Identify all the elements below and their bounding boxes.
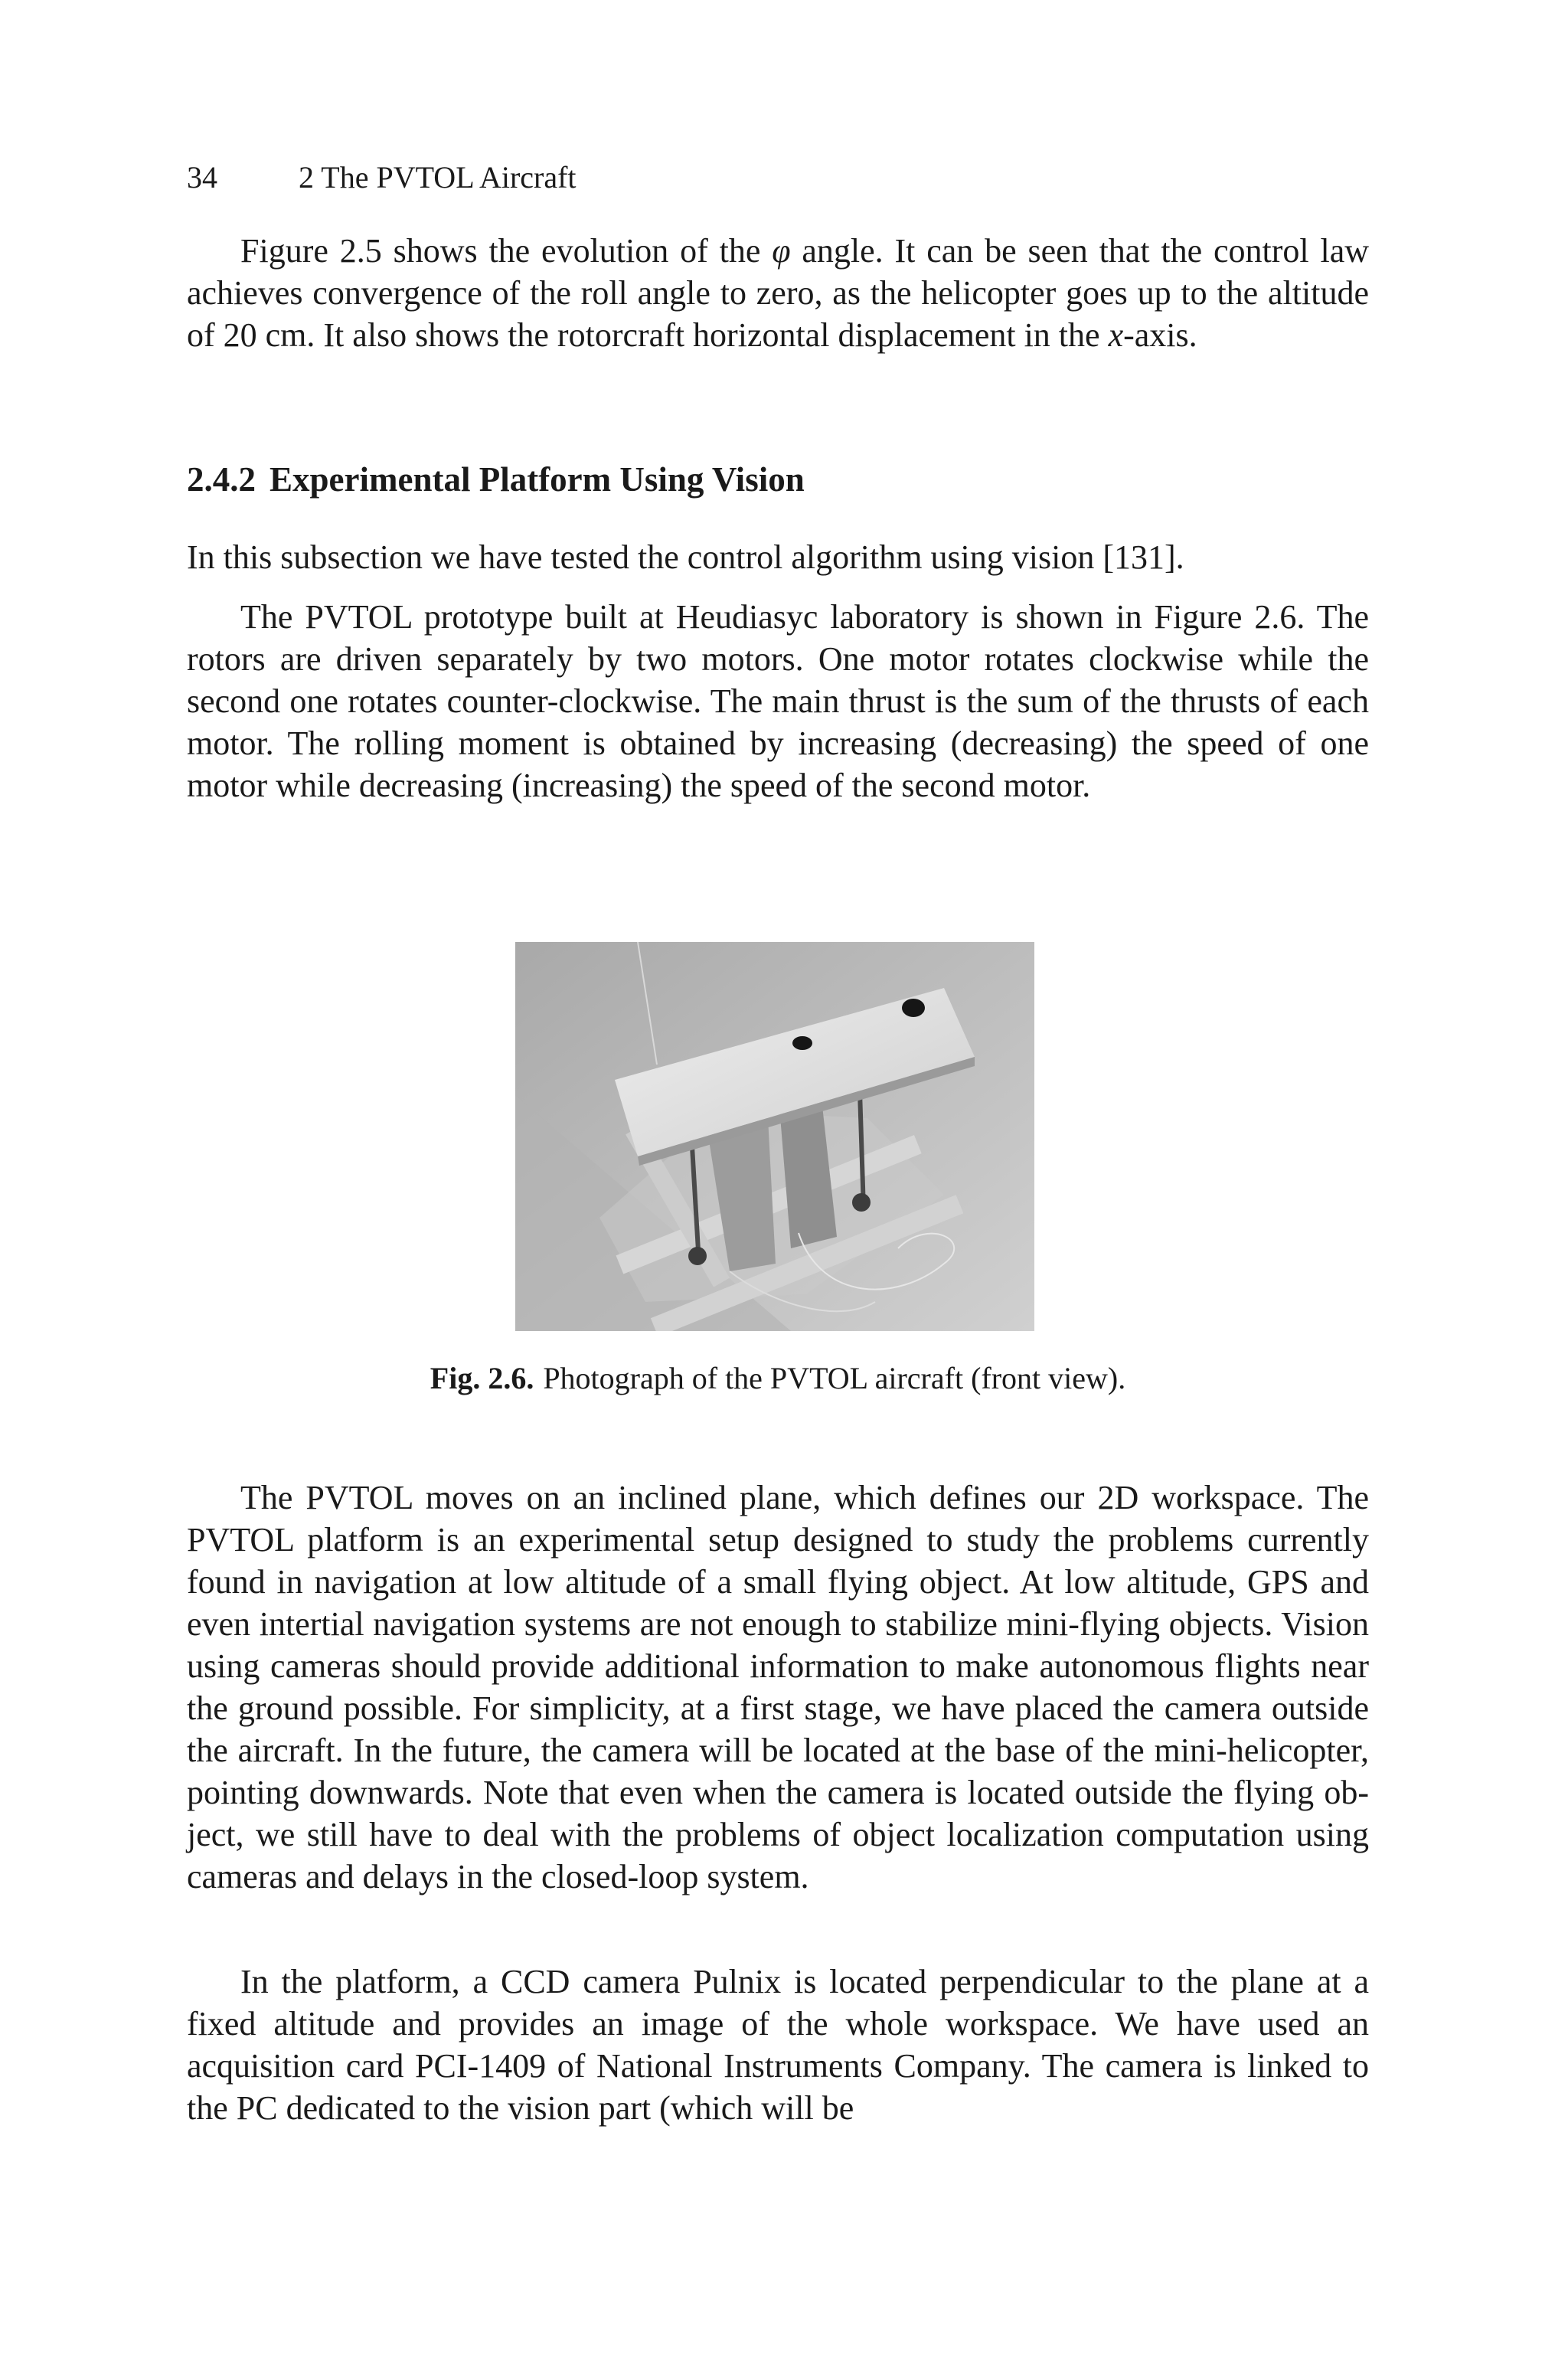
phi-symbol: φ xyxy=(772,232,791,270)
figure-caption-text: Photograph of the PVTOL aircraft (front view). xyxy=(543,1361,1126,1395)
paragraph-prototype: The PVTOL prototype built at Heudiasyc laboratory is shown in Figure 2.6. The rotors are driven separately by two motors. One motor rotates clockwise while the second one rotates counter-clockwise. The main thrust is the sum of the thrusts of each motor. The rolling moment is obtained by increasing (decreasing) the speed of one motor while decreasing (increasing) the speed of the second motor. xyxy=(187,598,1369,804)
running-head xyxy=(187,156,577,199)
x-symbol: x xyxy=(1108,316,1124,354)
section-title: Experimental Platform Using Vision xyxy=(270,460,805,499)
section-number: 2.4.2 xyxy=(187,460,256,499)
figure-label: Fig. 2.6. xyxy=(430,1361,534,1395)
figure-caption xyxy=(187,1357,1369,1400)
paragraph-text: Figure 2.5 shows the evolution of the xyxy=(240,232,773,270)
paragraph-figure-2-5 xyxy=(187,230,1369,356)
section-heading xyxy=(187,456,805,502)
paragraph-text: -axis. xyxy=(1123,316,1197,354)
page-number: 34 xyxy=(187,160,217,195)
paragraph-text: angle. It can be seen that the control law achieves convergence of the roll angle to zero, as the helicopter goes up to the altitude of 20 cm. It also shows the rotorcraft horizontal displacement in the xyxy=(187,232,1369,354)
paragraph-subsection-intro: In this subsection we have tested the control algorithm using vision [131]. xyxy=(187,538,1184,576)
pvtol-photograph xyxy=(515,942,1034,1331)
paragraph-inclined-plane: The PVTOL moves on an inclined plane, which defines our 2D workspace. The PVTOL platform is an experimental setup designed to study the problems currently found in navigation at low altitude of a small flying object. At low altitude, GPS and even intertial navigation systems are not enough to stabilize mini-flying objects. Vision using cameras should provide additional information to make autonomous flights near the ground possible. For simplicity, at a first stage, we have placed the camera outside the aircraft. In the future, the camera will be located at the base of the mini-helicopter, pointing downwards. Note that even when the camera is located outside the flying object, we still have to deal with the problems of object localization computation using cameras and delays in the closed-loop system. xyxy=(187,1479,1369,1895)
chapter-title: 2 The PVTOL Aircraft xyxy=(299,160,577,195)
paragraph-camera-setup: In the platform, a CCD camera Pulnix is located perpendicular to the plane at a fixed altitude and provides an image of the whole workspace. We have used an acquisition card PCI-1409 of National Instruments Company. The camera is linked to the PC dedicated to the vision part (which will be xyxy=(187,1963,1369,2127)
